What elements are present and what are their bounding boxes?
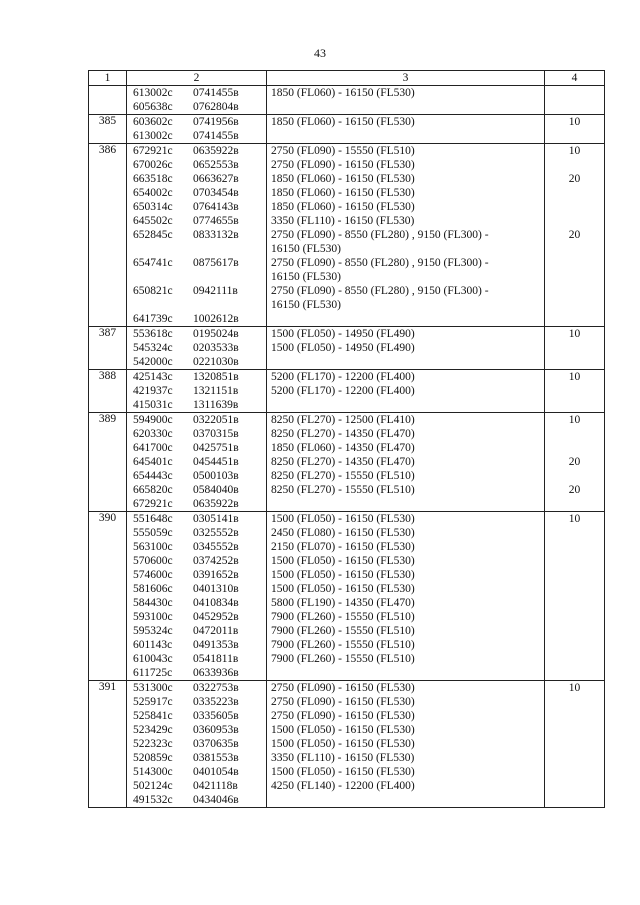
altitude-range: 2150 (FL070) - 16150 (FL530) bbox=[271, 541, 415, 553]
value-cell bbox=[545, 413, 605, 512]
longitude-code: 0452952в bbox=[193, 611, 239, 623]
coordinate-line bbox=[127, 327, 266, 341]
coordinate-line bbox=[127, 270, 266, 284]
value bbox=[545, 652, 604, 666]
latitude-code: 613002с bbox=[133, 130, 173, 142]
value bbox=[545, 214, 604, 228]
latitude-code: 650821с bbox=[133, 285, 173, 297]
value bbox=[545, 284, 604, 298]
longitude-code: 0345552в bbox=[193, 541, 239, 553]
longitude-code: 1321151в bbox=[193, 385, 239, 397]
altitude-range: 1500 (FL050) - 16150 (FL530) bbox=[271, 738, 415, 750]
latitude-code: 553618с bbox=[133, 328, 173, 340]
column-header: 4 bbox=[545, 71, 605, 86]
altitude-range bbox=[267, 100, 544, 114]
longitude-code: 0203533в bbox=[193, 342, 239, 354]
value: 10 bbox=[568, 116, 581, 128]
altitude-range: 1500 (FL050) - 16150 (FL530) bbox=[271, 724, 415, 736]
longitude-code: 0652553в bbox=[193, 159, 239, 171]
coordinate-line bbox=[127, 512, 266, 526]
coordinate-line bbox=[127, 427, 266, 441]
latitude-code: 545324с bbox=[133, 342, 173, 354]
altitude-range: 5800 (FL190) - 14350 (FL470) bbox=[271, 597, 415, 609]
value-cell bbox=[545, 681, 605, 808]
value bbox=[545, 638, 604, 652]
value bbox=[545, 200, 604, 214]
longitude-code: 0454451в bbox=[193, 456, 239, 468]
longitude-code: 0764143в bbox=[193, 201, 239, 213]
table-body bbox=[89, 86, 605, 808]
value: 10 bbox=[568, 145, 581, 157]
longitude-code: 0305141в bbox=[193, 513, 239, 525]
longitude-code: 0663627в bbox=[193, 173, 239, 185]
value: 10 bbox=[568, 513, 581, 525]
latitude-code: 603602с bbox=[133, 116, 173, 128]
value bbox=[545, 624, 604, 638]
value bbox=[545, 270, 604, 284]
longitude-code: 0500103в bbox=[193, 470, 239, 482]
latitude-code: 601143с bbox=[133, 639, 173, 651]
longitude-code: 0541811в bbox=[193, 653, 239, 665]
longitude-code: 0370635в bbox=[193, 738, 239, 750]
longitude-code: 1002612в bbox=[193, 313, 239, 325]
table-row bbox=[89, 370, 605, 413]
altitude-range: 1500 (FL050) - 14950 (FL490) bbox=[271, 328, 415, 340]
altitude-range: 2750 (FL090) - 8550 (FL280) , 9150 (FL300) - bbox=[271, 285, 489, 297]
coordinate-line bbox=[127, 186, 266, 200]
value bbox=[545, 355, 604, 369]
latitude-code: 570600с bbox=[133, 555, 173, 567]
coordinate-line bbox=[127, 200, 266, 214]
value bbox=[545, 709, 604, 723]
altitude-range: 2750 (FL090) - 16150 (FL530) bbox=[271, 682, 415, 694]
latitude-code: 421937с bbox=[133, 385, 173, 397]
longitude-code: 0875617в bbox=[193, 257, 239, 269]
coordinate-line bbox=[127, 526, 266, 540]
altitude-range: 8250 (FL270) - 15550 (FL510) bbox=[271, 470, 415, 482]
altitude-range: 2750 (FL090) - 16150 (FL530) bbox=[271, 696, 415, 708]
coordinate-line bbox=[127, 540, 266, 554]
altitude-range: 2750 (FL090) - 16150 (FL530) bbox=[271, 159, 415, 171]
altitude-range bbox=[267, 129, 544, 143]
longitude-code: 0584040в bbox=[193, 484, 239, 496]
latitude-code: 595324с bbox=[133, 625, 173, 637]
coordinates-cell bbox=[127, 327, 267, 370]
value bbox=[545, 568, 604, 582]
value bbox=[545, 469, 604, 483]
longitude-code: 0633936в bbox=[193, 667, 239, 679]
coordinate-line bbox=[127, 455, 266, 469]
altitude-range: 2750 (FL090) - 8550 (FL280) , 9150 (FL300) - bbox=[271, 257, 489, 269]
value: 10 bbox=[568, 328, 581, 340]
coordinates-cell bbox=[127, 86, 267, 115]
altitude-range bbox=[267, 355, 544, 369]
latitude-code: 425143с bbox=[133, 371, 173, 383]
longitude-code: 0195024в bbox=[193, 328, 239, 340]
latitude-code: 531300с bbox=[133, 682, 173, 694]
altitude-range: 2750 (FL090) - 8550 (FL280) , 9150 (FL300) - bbox=[271, 229, 489, 241]
value bbox=[545, 695, 604, 709]
longitude-code: 0421118в bbox=[193, 780, 238, 792]
route-number: 390 bbox=[89, 512, 127, 681]
altitude-cell bbox=[267, 370, 545, 413]
coordinate-line bbox=[127, 284, 266, 298]
longitude-code: 0434046в bbox=[193, 794, 239, 806]
longitude-code: 0635922в bbox=[193, 498, 239, 510]
altitude-range: 7900 (FL260) - 15550 (FL510) bbox=[271, 653, 415, 665]
latitude-code: 665820с bbox=[133, 484, 173, 496]
table-row bbox=[89, 86, 605, 115]
column-header: 1 bbox=[89, 71, 127, 86]
longitude-code: 0491353в bbox=[193, 639, 239, 651]
value bbox=[545, 158, 604, 172]
altitude-range: 16150 (FL530) bbox=[271, 299, 341, 311]
coordinates-cell bbox=[127, 681, 267, 808]
latitude-code: 641739с bbox=[133, 313, 173, 325]
value bbox=[545, 666, 604, 680]
altitude-cell bbox=[267, 681, 545, 808]
longitude-code: 0381553в bbox=[193, 752, 239, 764]
longitude-code: 0762804в bbox=[193, 101, 239, 113]
latitude-code: 652845с bbox=[133, 229, 173, 241]
longitude-code: 0374252в bbox=[193, 555, 239, 567]
longitude-code: 0741956в bbox=[193, 116, 239, 128]
value-cell bbox=[545, 370, 605, 413]
latitude-code: 415031с bbox=[133, 399, 173, 411]
altitude-range: 8250 (FL270) - 15550 (FL510) bbox=[271, 484, 415, 496]
altitude-range: 1850 (FL060) - 16150 (FL530) bbox=[271, 116, 415, 128]
longitude-code: 0360953в bbox=[193, 724, 239, 736]
route-number bbox=[89, 86, 127, 115]
page-number: 43 bbox=[314, 46, 326, 60]
coordinate-line bbox=[127, 582, 266, 596]
altitude-cell bbox=[267, 413, 545, 512]
coordinate-line bbox=[127, 341, 266, 355]
altitude-range: 8250 (FL270) - 14350 (FL470) bbox=[271, 428, 415, 440]
latitude-code: 581606с bbox=[133, 583, 173, 595]
value: 10 bbox=[568, 414, 581, 426]
latitude-code: 645401с bbox=[133, 456, 173, 468]
value-cell bbox=[545, 86, 605, 115]
value-cell bbox=[545, 144, 605, 327]
coordinate-line bbox=[127, 441, 266, 455]
coordinate-line bbox=[127, 483, 266, 497]
altitude-range: 7900 (FL260) - 15550 (FL510) bbox=[271, 625, 415, 637]
longitude-code: 0401310в bbox=[193, 583, 239, 595]
coordinate-line bbox=[127, 554, 266, 568]
coordinate-line bbox=[127, 652, 266, 666]
latitude-code: 542000с bbox=[133, 356, 173, 368]
latitude-code: 525917с bbox=[133, 696, 173, 708]
value bbox=[545, 186, 604, 200]
altitude-range: 5200 (FL170) - 12200 (FL400) bbox=[271, 371, 415, 383]
value-cell bbox=[545, 115, 605, 144]
coordinate-line bbox=[127, 115, 266, 129]
value bbox=[545, 751, 604, 765]
altitude-range: 1850 (FL060) - 16150 (FL530) bbox=[271, 187, 415, 199]
coordinate-line bbox=[127, 751, 266, 765]
altitude-range: 5200 (FL170) - 12200 (FL400) bbox=[271, 385, 415, 397]
value bbox=[545, 341, 604, 355]
latitude-code: 611725с bbox=[133, 667, 173, 679]
longitude-code: 0410834в bbox=[193, 597, 239, 609]
latitude-code: 574600с bbox=[133, 569, 173, 581]
table-row bbox=[89, 413, 605, 512]
longitude-code: 0322051в bbox=[193, 414, 239, 426]
altitude-range: 2450 (FL080) - 16150 (FL530) bbox=[271, 527, 415, 539]
coordinate-line bbox=[127, 413, 266, 427]
latitude-code: 610043с bbox=[133, 653, 173, 665]
coordinate-line bbox=[127, 298, 266, 312]
coordinate-line bbox=[127, 86, 266, 100]
route-number: 385 bbox=[89, 115, 127, 144]
latitude-code: 514300с bbox=[133, 766, 173, 778]
latitude-code: 593100с bbox=[133, 611, 173, 623]
longitude-code: 0774655в bbox=[193, 215, 239, 227]
altitude-range: 8250 (FL270) - 14350 (FL470) bbox=[271, 456, 415, 468]
coordinate-line bbox=[127, 228, 266, 242]
altitude-range bbox=[267, 497, 544, 511]
table-row bbox=[89, 327, 605, 370]
coordinate-line bbox=[127, 158, 266, 172]
latitude-code: 594900с bbox=[133, 414, 173, 426]
longitude-code: 0221030в bbox=[193, 356, 239, 368]
altitude-cell bbox=[267, 86, 545, 115]
latitude-code: 522323с bbox=[133, 738, 173, 750]
value bbox=[545, 398, 604, 412]
longitude-code: 0425751в bbox=[193, 442, 239, 454]
coordinate-line bbox=[127, 497, 266, 511]
longitude-code: 0322753в bbox=[193, 682, 239, 694]
latitude-code: 502124с bbox=[133, 780, 173, 792]
altitude-range: 3350 (FL110) - 16150 (FL530) bbox=[271, 215, 415, 227]
altitude-range: 1850 (FL060) - 16150 (FL530) bbox=[271, 87, 415, 99]
longitude-code: 1311639в bbox=[193, 399, 239, 411]
value: 20 bbox=[568, 484, 581, 496]
coordinate-line bbox=[127, 695, 266, 709]
altitude-range: 7900 (FL260) - 15550 (FL510) bbox=[271, 611, 415, 623]
altitude-range bbox=[267, 793, 544, 807]
coordinate-line bbox=[127, 596, 266, 610]
coordinate-line bbox=[127, 624, 266, 638]
coordinate-line bbox=[127, 312, 266, 326]
value bbox=[545, 427, 604, 441]
coordinate-line bbox=[127, 370, 266, 384]
coordinate-line bbox=[127, 638, 266, 652]
coordinates-cell bbox=[127, 370, 267, 413]
coordinate-line bbox=[127, 737, 266, 751]
value: 20 bbox=[568, 173, 581, 185]
value bbox=[545, 582, 604, 596]
longitude-code: 0942111в bbox=[193, 285, 238, 297]
value-cell bbox=[545, 327, 605, 370]
value bbox=[545, 441, 604, 455]
route-number: 386 bbox=[89, 144, 127, 327]
altitude-range bbox=[267, 666, 544, 680]
route-number: 388 bbox=[89, 370, 127, 413]
value bbox=[545, 312, 604, 326]
table-row bbox=[89, 512, 605, 681]
coordinate-line bbox=[127, 100, 266, 114]
coordinate-line bbox=[127, 681, 266, 695]
latitude-code: 613002с bbox=[133, 87, 173, 99]
value bbox=[545, 610, 604, 624]
altitude-range: 1850 (FL060) - 14350 (FL470) bbox=[271, 442, 415, 454]
coordinate-line bbox=[127, 144, 266, 158]
coordinate-line bbox=[127, 709, 266, 723]
coordinate-line bbox=[127, 129, 266, 143]
latitude-code: 670026с bbox=[133, 159, 173, 171]
value-cell bbox=[545, 512, 605, 681]
value bbox=[545, 129, 604, 143]
value bbox=[545, 793, 604, 807]
altitude-cell bbox=[267, 115, 545, 144]
longitude-code: 0703454в bbox=[193, 187, 239, 199]
header-row bbox=[89, 71, 605, 86]
longitude-code: 0335605в bbox=[193, 710, 239, 722]
coordinate-line bbox=[127, 384, 266, 398]
coordinate-line bbox=[127, 256, 266, 270]
table-row bbox=[89, 681, 605, 808]
latitude-code: 645502с bbox=[133, 215, 173, 227]
latitude-code: 520859с bbox=[133, 752, 173, 764]
coordinate-line bbox=[127, 568, 266, 582]
altitude-cell bbox=[267, 144, 545, 327]
latitude-code: 620330с bbox=[133, 428, 173, 440]
altitude-range: 2750 (FL090) - 15550 (FL510) bbox=[271, 145, 415, 157]
coordinate-line bbox=[127, 723, 266, 737]
longitude-code: 0741455в bbox=[193, 87, 239, 99]
value bbox=[545, 384, 604, 398]
latitude-code: 654002с bbox=[133, 187, 173, 199]
value: 20 bbox=[568, 229, 581, 241]
route-number: 389 bbox=[89, 413, 127, 512]
altitude-range: 16150 (FL530) bbox=[271, 271, 341, 283]
latitude-code: 523429с bbox=[133, 724, 173, 736]
altitude-range: 1500 (FL050) - 16150 (FL530) bbox=[271, 555, 415, 567]
altitude-range: 1500 (FL050) - 16150 (FL530) bbox=[271, 766, 415, 778]
longitude-code: 0741455в bbox=[193, 130, 239, 142]
value bbox=[545, 298, 604, 312]
altitude-range: 1500 (FL050) - 16150 (FL530) bbox=[271, 569, 415, 581]
longitude-code: 0335223в bbox=[193, 696, 239, 708]
latitude-code: 650314с bbox=[133, 201, 173, 213]
altitude-range: 4250 (FL140) - 12200 (FL400) bbox=[271, 780, 415, 792]
longitude-code: 0391652в bbox=[193, 569, 239, 581]
latitude-code: 563100с bbox=[133, 541, 173, 553]
longitude-code: 0833132в bbox=[193, 229, 239, 241]
value bbox=[545, 554, 604, 568]
latitude-code: 605638с bbox=[133, 101, 173, 113]
longitude-code: 0635922в bbox=[193, 145, 239, 157]
coordinate-line bbox=[127, 765, 266, 779]
value bbox=[545, 242, 604, 256]
value bbox=[545, 100, 604, 114]
latitude-code: 641700с bbox=[133, 442, 173, 454]
value: 20 bbox=[568, 456, 581, 468]
value bbox=[545, 540, 604, 554]
latitude-code: 491532с bbox=[133, 794, 173, 806]
coordinate-line bbox=[127, 793, 266, 807]
value: 10 bbox=[568, 682, 581, 694]
altitude-range: 7900 (FL260) - 15550 (FL510) bbox=[271, 639, 415, 651]
altitude-range: 1500 (FL050) - 16150 (FL530) bbox=[271, 513, 415, 525]
altitude-range: 8250 (FL270) - 12500 (FL410) bbox=[271, 414, 415, 426]
column-header: 3 bbox=[267, 71, 545, 86]
longitude-code: 1320851в bbox=[193, 371, 239, 383]
altitude-range: 2750 (FL090) - 16150 (FL530) bbox=[271, 710, 415, 722]
coordinate-line bbox=[127, 779, 266, 793]
value bbox=[545, 596, 604, 610]
coordinate-line bbox=[127, 398, 266, 412]
longitude-code: 0325552в bbox=[193, 527, 239, 539]
value bbox=[545, 256, 604, 270]
altitude-cell bbox=[267, 327, 545, 370]
coordinate-line bbox=[127, 172, 266, 186]
latitude-code: 654443с bbox=[133, 470, 173, 482]
longitude-code: 0370315в bbox=[193, 428, 239, 440]
value bbox=[545, 779, 604, 793]
latitude-code: 555059с bbox=[133, 527, 173, 539]
latitude-code: 525841с bbox=[133, 710, 173, 722]
latitude-code: 654741с bbox=[133, 257, 173, 269]
value: 10 bbox=[568, 371, 581, 383]
coordinate-line bbox=[127, 242, 266, 256]
coordinate-line bbox=[127, 355, 266, 369]
column-header: 2 bbox=[127, 71, 267, 86]
latitude-code: 663518с bbox=[133, 173, 173, 185]
altitude-table bbox=[88, 70, 605, 808]
coordinates-cell bbox=[127, 144, 267, 327]
value bbox=[545, 497, 604, 511]
route-number: 391 bbox=[89, 681, 127, 808]
value bbox=[545, 765, 604, 779]
altitude-range: 1500 (FL050) - 14950 (FL490) bbox=[271, 342, 415, 354]
value bbox=[545, 737, 604, 751]
altitude-cell bbox=[267, 512, 545, 681]
value bbox=[545, 86, 604, 100]
coordinate-line bbox=[127, 469, 266, 483]
coordinate-line bbox=[127, 666, 266, 680]
coordinate-line bbox=[127, 610, 266, 624]
altitude-range bbox=[267, 312, 544, 326]
coordinates-cell bbox=[127, 115, 267, 144]
route-number: 387 bbox=[89, 327, 127, 370]
coordinates-cell bbox=[127, 413, 267, 512]
coordinates-cell bbox=[127, 512, 267, 681]
altitude-range: 1500 (FL050) - 16150 (FL530) bbox=[271, 583, 415, 595]
latitude-code: 672921с bbox=[133, 145, 173, 157]
altitude-range bbox=[267, 398, 544, 412]
latitude-code: 584430с bbox=[133, 597, 173, 609]
altitude-range: 16150 (FL530) bbox=[271, 243, 341, 255]
table-row bbox=[89, 144, 605, 327]
altitude-range: 1850 (FL060) - 16150 (FL530) bbox=[271, 173, 415, 185]
altitude-range: 1850 (FL060) - 16150 (FL530) bbox=[271, 201, 415, 213]
value bbox=[545, 526, 604, 540]
latitude-code: 672921с bbox=[133, 498, 173, 510]
table-row bbox=[89, 115, 605, 144]
value bbox=[545, 723, 604, 737]
altitude-range: 3350 (FL110) - 16150 (FL530) bbox=[271, 752, 415, 764]
longitude-code: 0401054в bbox=[193, 766, 239, 778]
coordinate-line bbox=[127, 214, 266, 228]
latitude-code: 551648с bbox=[133, 513, 173, 525]
longitude-code: 0472011в bbox=[193, 625, 239, 637]
